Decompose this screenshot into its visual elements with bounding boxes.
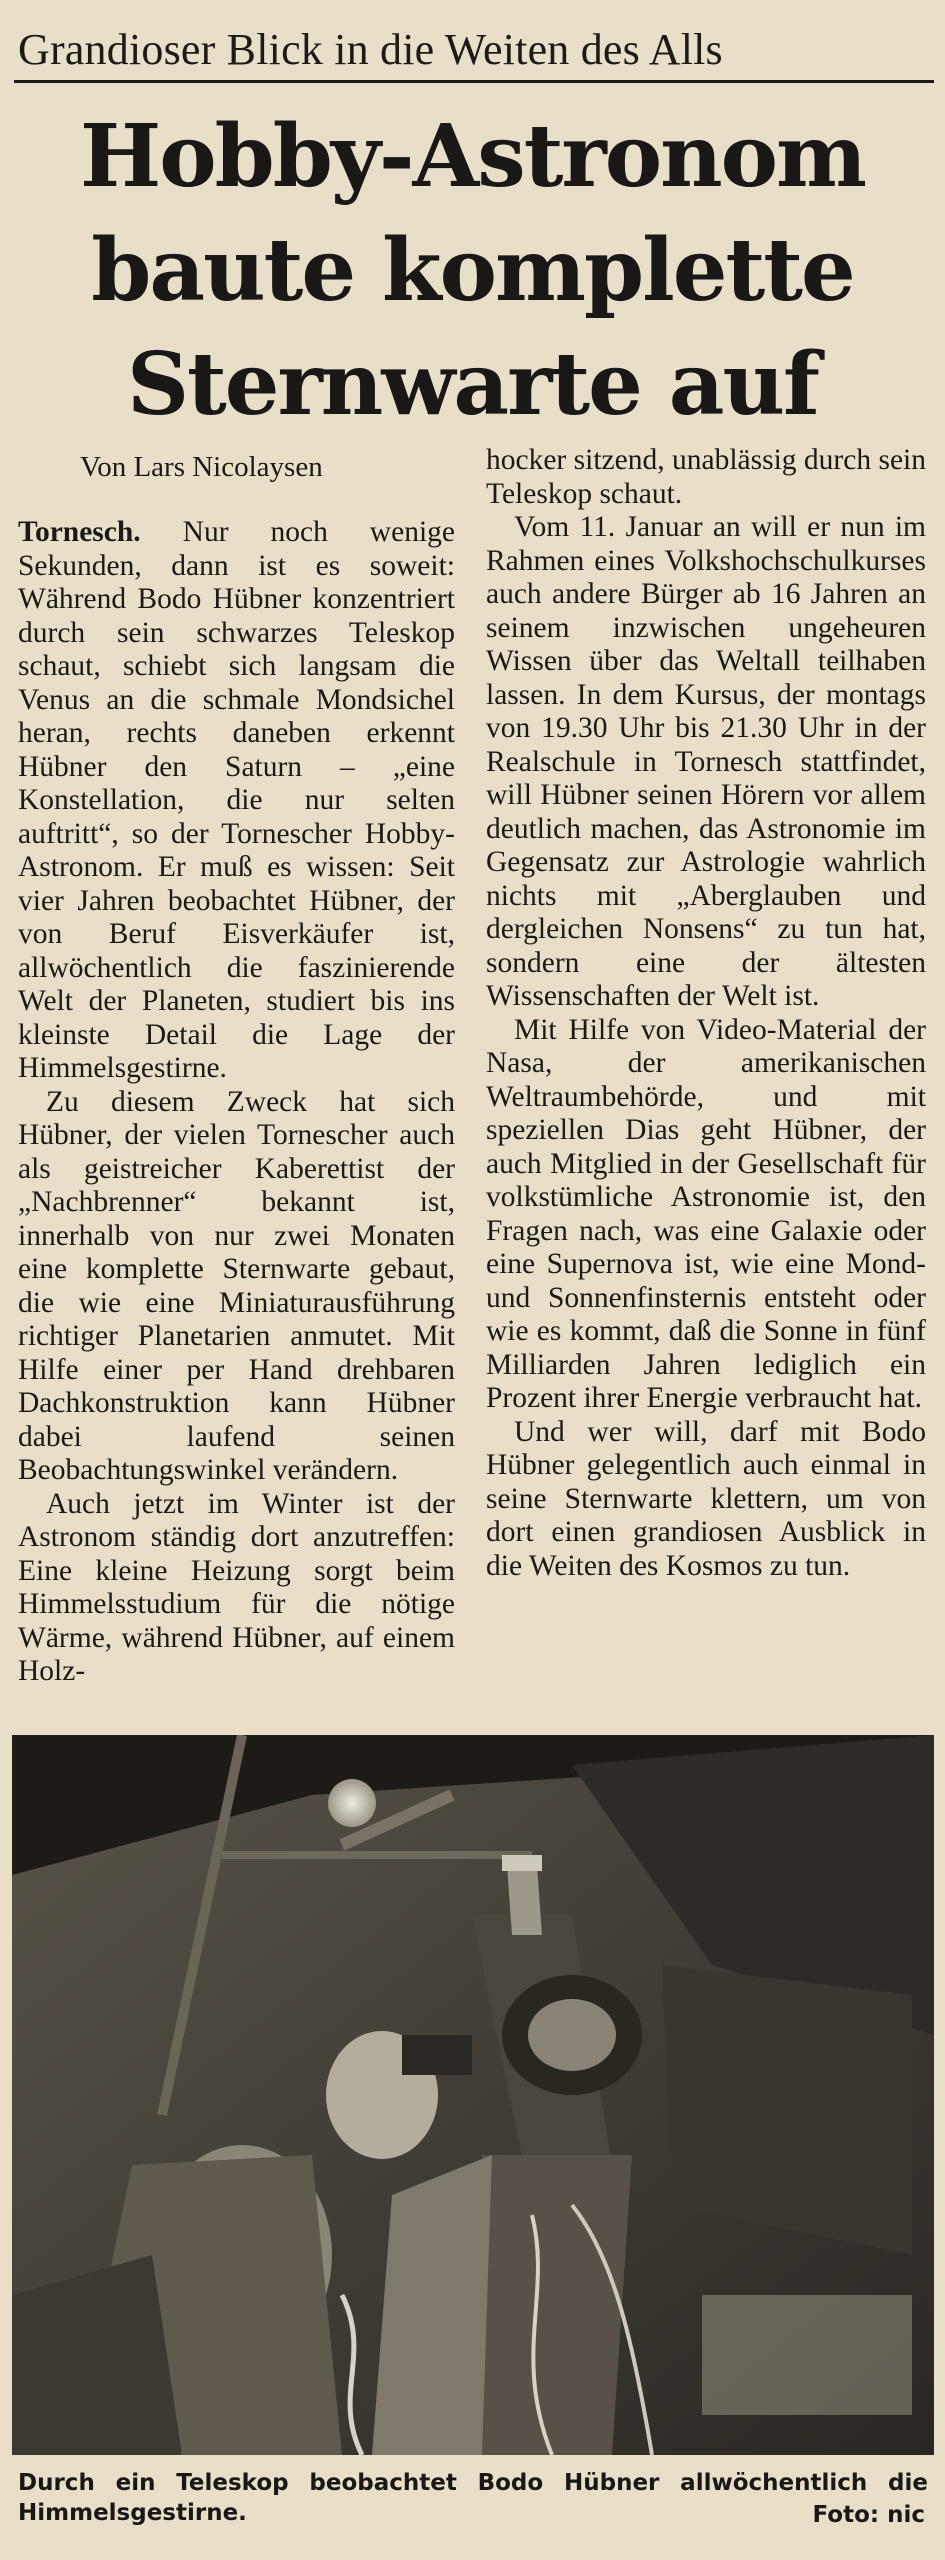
article-column-left	[18, 516, 455, 1689]
article-paragraph: Und wer will, darf mit Bodo Hübner gelegentlich auch einmal in seine Sternwarte klettern, um von dort einen grandiosen Ausblick in die Weiten des Kosmos zu tun.	[486, 1415, 926, 1582]
photo-credit: Foto: nic	[812, 2502, 925, 2528]
article-paragraph: Auch jetzt im Winter ist der Astronom ständig dort anzutreffen: Eine kleine Heizung sorgt beim Himmelsstudium für die nötige Wärme, während Hübner, auf einem Holz-	[18, 1487, 455, 1687]
article-paragraph: Zu diesem Zweck hat sich Hübner, der vielen Tornescher auch als geistreicher Kaberettist der „Nachbrenner“ bekannt ist, innerhalb von nur zwei Monaten eine komplette Sternwarte gebaut, die wie eine Miniaturausführung richtiger Planetarien anmutet. Mit Hilfe einer per Hand drehbaren Dachkonstruktion kann Hübner dabei laufend seinen Beobachtungswinkel verändern.	[18, 1085, 455, 1486]
telescope-photo	[12, 1735, 934, 2455]
paragraph-text: Nur noch wenige Sekunden, dann ist es soweit: Während Bodo Hübner konzentriert durch sein schwarzes Teleskop schaut, schiebt sich langsam die Venus an die schmale Mondsichel heran, rechts daneben erkennt Hübner den Saturn – „eine Konstellation, die nur selten auftritt“, so der Tornescher Hobby-Astronom. Er muß es wissen: Seit vier Jahren beobachtet Hübner, der von Beruf Eisverkäufer ist, allwöchentlich die faszinierende Welt der Planeten, studiert bis ins kleinste Detail die Lage der Himmelsgestirne.	[18, 516, 455, 1084]
article-paragraph: Vom 11. Januar an will er nun im Rahmen eines Volkshochschulkurses auch andere Bürger ab 16 Jahren an seinem inzwischen ungeheuren Wissen über das Weltall teilhaben lassen. In dem Kursus, der montags von 19.30 Uhr bis 21.30 Uhr in der Realschule in Tornesch stattfindet, will Hübner seinen Hörern vor allem deutlich machen, das Astronomie im Gegensatz zur Astrologie wahrlich nichts mit „Aberglauben und dergleichen Nonsens“ zu tun hat, sondern eine der ältesten Wissenschaften der Welt ist.	[486, 511, 926, 1012]
article-paragraph: hocker sitzend, unablässig durch sein Teleskop schaut.	[486, 444, 926, 510]
dateline: Tornesch.	[18, 516, 141, 548]
headline-line-1: Hobby-Astronom	[80, 106, 865, 207]
article-paragraph	[18, 516, 455, 1086]
main-headline	[10, 100, 935, 442]
telescope-photo-image	[12, 1735, 934, 2455]
byline: Von Lars Nicolaysen	[80, 451, 323, 483]
headline-line-2: baute komplette	[91, 220, 854, 321]
kicker-headline: Grandioser Blick in die Weiten des Alls	[18, 25, 723, 74]
headline-line-3: Sternwarte auf	[126, 334, 819, 435]
photo-caption: Durch ein Teleskop beobachtet Bodo Hübner allwöchentlich die Himmelsgestirne.	[18, 2470, 928, 2526]
kicker-rule	[14, 80, 934, 83]
article-paragraph: Mit Hilfe von Video-Material der Nasa, der amerikanischen Weltraumbehörde, und mit speziellen Dias geht Hübner, der auch Mitglied in der Gesellschaft für volkstümliche Astronomie ist, den Fragen nach, was eine Galaxie oder eine Supernova ist, wie eine Mond- und Sonnenfinsternis entsteht oder wie es kommt, daß die Sonne in fünf Milliarden Jahren lediglich ein Prozent ihrer Energie verbraucht hat.	[486, 1013, 926, 1414]
article-column-right	[486, 444, 926, 1583]
